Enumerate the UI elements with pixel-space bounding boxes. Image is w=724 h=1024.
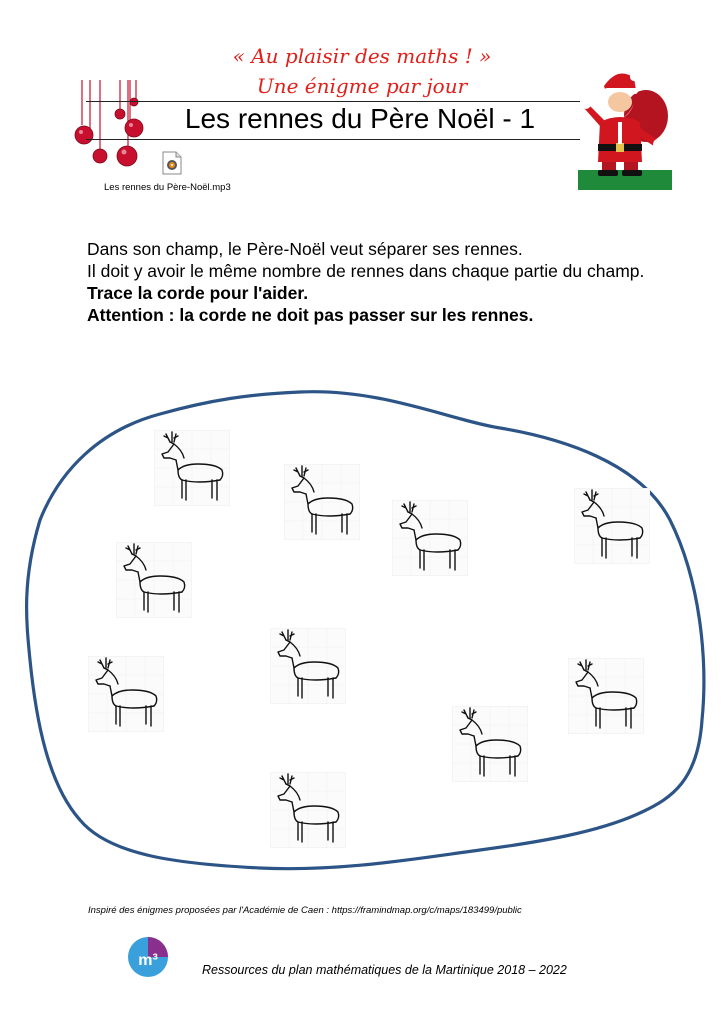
reindeer-icon bbox=[88, 656, 164, 732]
audio-file-label[interactable]: Les rennes du Père-Noël.mp3 bbox=[104, 182, 231, 193]
reindeer-icon bbox=[270, 772, 346, 848]
instruction-line-1: Dans son champ, le Père-Noël veut séparer ses rennes. bbox=[87, 239, 523, 259]
reindeer-icon bbox=[574, 488, 650, 564]
page-title: Les rennes du Père Noël - 1 bbox=[184, 103, 536, 134]
reindeer-icon bbox=[284, 464, 360, 540]
instruction-line-2: Il doit y avoir le même nombre de rennes dans chaque partie du champ. bbox=[87, 261, 645, 281]
reindeer-icon bbox=[392, 500, 468, 576]
footer-credit: Inspiré des énigmes proposées par l'Académie de Caen : https://framindmap.org/c/maps/183499/public bbox=[88, 905, 522, 916]
subtitle: Une énigme par jour bbox=[256, 74, 468, 98]
reindeer-icon bbox=[568, 658, 644, 734]
m3-logo-icon bbox=[126, 935, 176, 979]
instruction-bold-1: Trace la corde pour l'aider. bbox=[87, 283, 309, 303]
instruction-bold-2: Attention : la corde ne doit pas passer sur les rennes. bbox=[87, 305, 534, 325]
reindeer-icon bbox=[270, 628, 346, 704]
footer-resources: Ressources du plan mathématiques de la Martinique 2018 – 2022 bbox=[202, 963, 567, 977]
reindeer-icon bbox=[154, 430, 230, 506]
reindeer-icon bbox=[452, 706, 528, 782]
logo-text: m³ bbox=[138, 952, 158, 969]
tagline: « Au plaisir des maths ! » bbox=[232, 44, 492, 68]
reindeer-icon bbox=[116, 542, 192, 618]
